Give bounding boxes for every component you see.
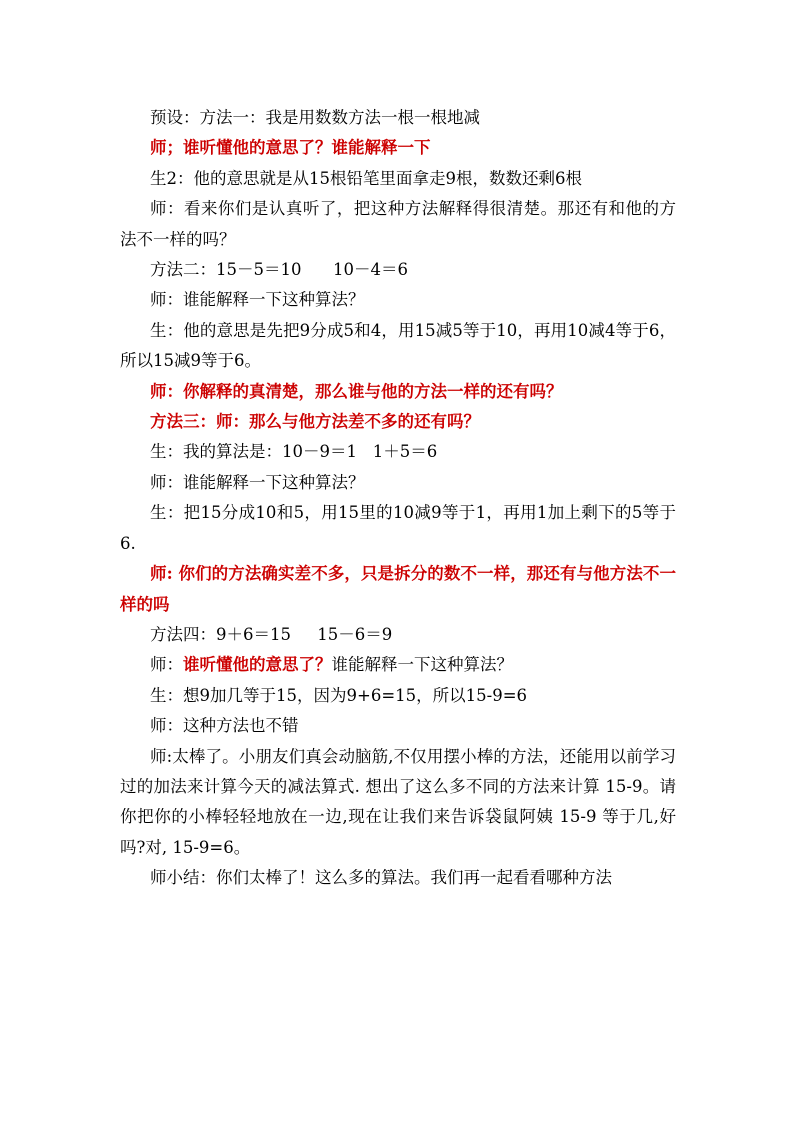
emphasis-text: 师：你解释的真清楚，那么谁与他的方法一样的还有吗？	[150, 381, 563, 401]
body-text: 师：谁能解释一下这种算法？	[150, 290, 365, 310]
paragraph	[120, 711, 676, 741]
paragraph	[120, 742, 676, 864]
body-text: 师：这种方法也不错	[150, 716, 299, 736]
paragraph	[120, 468, 676, 498]
paragraph	[120, 498, 676, 559]
paragraph	[120, 255, 676, 285]
body-text: 生：想9加几等于15，因为9+6=15，所以15-9=6	[150, 685, 528, 705]
body-text: 生：他的意思是先把9分成5和4，用15减5等于10，再用10减4等于6，所以15减9等于6。	[120, 320, 676, 371]
lesson-transcript	[120, 103, 676, 894]
paragraph	[120, 437, 676, 467]
paragraph	[120, 194, 676, 255]
body-text: 生2：他的意思就是从15根铅笔里面拿走9根，数数还剩6根	[150, 168, 582, 188]
body-text: 方法四：9＋6＝15 15－6＝9	[150, 624, 393, 644]
body-text: 师：	[150, 655, 183, 675]
paragraph	[120, 650, 676, 680]
body-text: 预设：方法一：我是用数数方法一根一根地减	[150, 108, 480, 127]
body-text: 方法二：15－5＝10 10－4＝6	[150, 260, 408, 280]
paragraph	[120, 681, 676, 711]
paragraph	[120, 285, 676, 315]
paragraph	[120, 164, 676, 194]
body-text: 师：谁能解释一下这种算法？	[150, 472, 365, 492]
emphasis-text: 师: 你们的方法确实差不多，只是拆分的数不一样，那还有与他方法不一样的吗	[120, 564, 676, 614]
body-text: 师小结：你们太棒了！这么多的算法。我们再一起看看哪种方法	[150, 868, 612, 888]
emphasis-text: 谁听懂他的意思了？	[183, 655, 332, 675]
body-text: 生：我的算法是：10－9＝1 1＋5＝6	[150, 442, 438, 462]
body-text: 谁能解释一下这种算法？	[331, 655, 513, 675]
paragraph	[120, 316, 676, 377]
paragraph	[120, 407, 676, 437]
paragraph	[120, 103, 676, 133]
paragraph	[120, 863, 676, 893]
body-text: 生：把15分成10和5，用15里的10减9等于1，再用1加上剩下的5等于6.	[120, 503, 676, 553]
paragraph	[120, 133, 676, 163]
paragraph	[120, 377, 676, 407]
emphasis-text: 师；谁听懂他的意思了？谁能解释一下	[150, 138, 431, 158]
paragraph	[120, 559, 676, 620]
body-text: 师：看来你们是认真听了，把这种方法解释得很清楚。那还有和他的方法不一样的吗？	[120, 199, 676, 249]
body-text: 师:太棒了。小朋友们真会动脑筋,不仅用摆小棒的方法，还能用以前学习过的加法来计算今天的减法算式. 想出了这么多不同的方法来计算 15-9。请你把你的小棒轻轻地放在一边,现在让我们来告诉袋鼠阿姨 15-9 等于几,好吗?对, 15-9=6。	[120, 746, 676, 857]
paragraph	[120, 620, 676, 650]
emphasis-text: 方法三：师：那么与他方法差不多的还有吗？	[150, 412, 480, 432]
